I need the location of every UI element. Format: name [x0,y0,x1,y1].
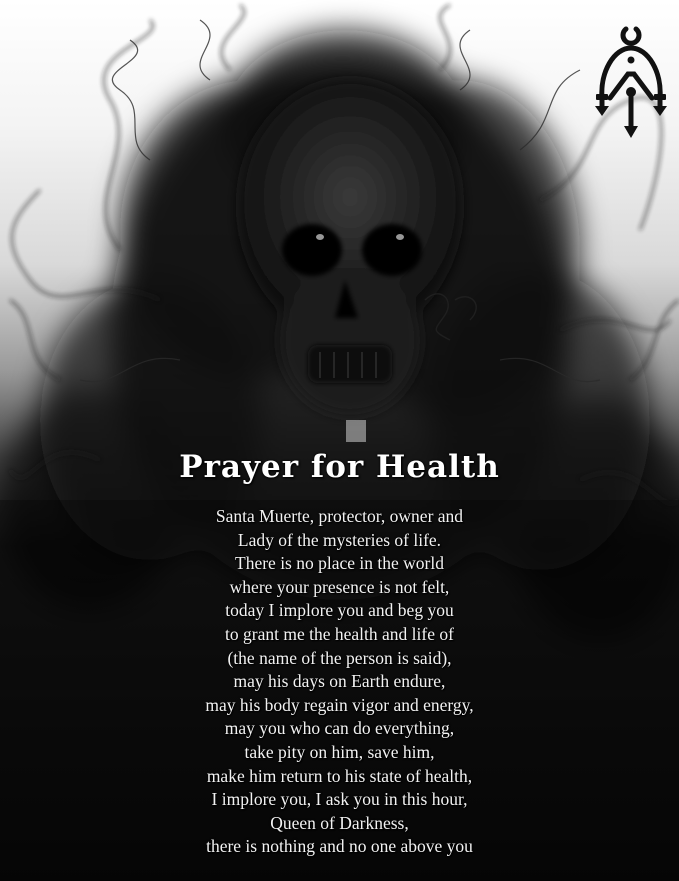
prayer-line: today I implore you and beg you [225,600,454,621]
prayer-line: there is nothing and no one above you [206,836,473,857]
prayer-line: (the name of the person is said), [227,647,452,668]
prayer-line: may his body regain vigor and energy, [205,694,474,715]
prayer-title: Prayer for Health [179,449,500,485]
prayer-line: take pity on him, save him, [244,741,435,762]
prayer-line: There is no place in the world [235,553,444,574]
prayer-line: Santa Muerte, protector, owner and [215,506,464,526]
prayer-text [0,505,679,859]
prayer-line: Lady of the mysteries of life. [237,529,442,550]
prayer-line: make him return to his state of health, [206,765,473,786]
prayer-line: Queen of Darkness, [270,812,409,833]
prayer-line: where your presence is not felt, [229,576,450,597]
sigil-icon [590,22,672,140]
prayer-line: may his days on Earth endure, [233,671,446,692]
prayer-line: may you who can do everything, [224,718,455,739]
prayer-line: I implore you, I ask you in this hour, [211,789,468,810]
prayer-line: to grant me the health and life of [225,623,454,644]
